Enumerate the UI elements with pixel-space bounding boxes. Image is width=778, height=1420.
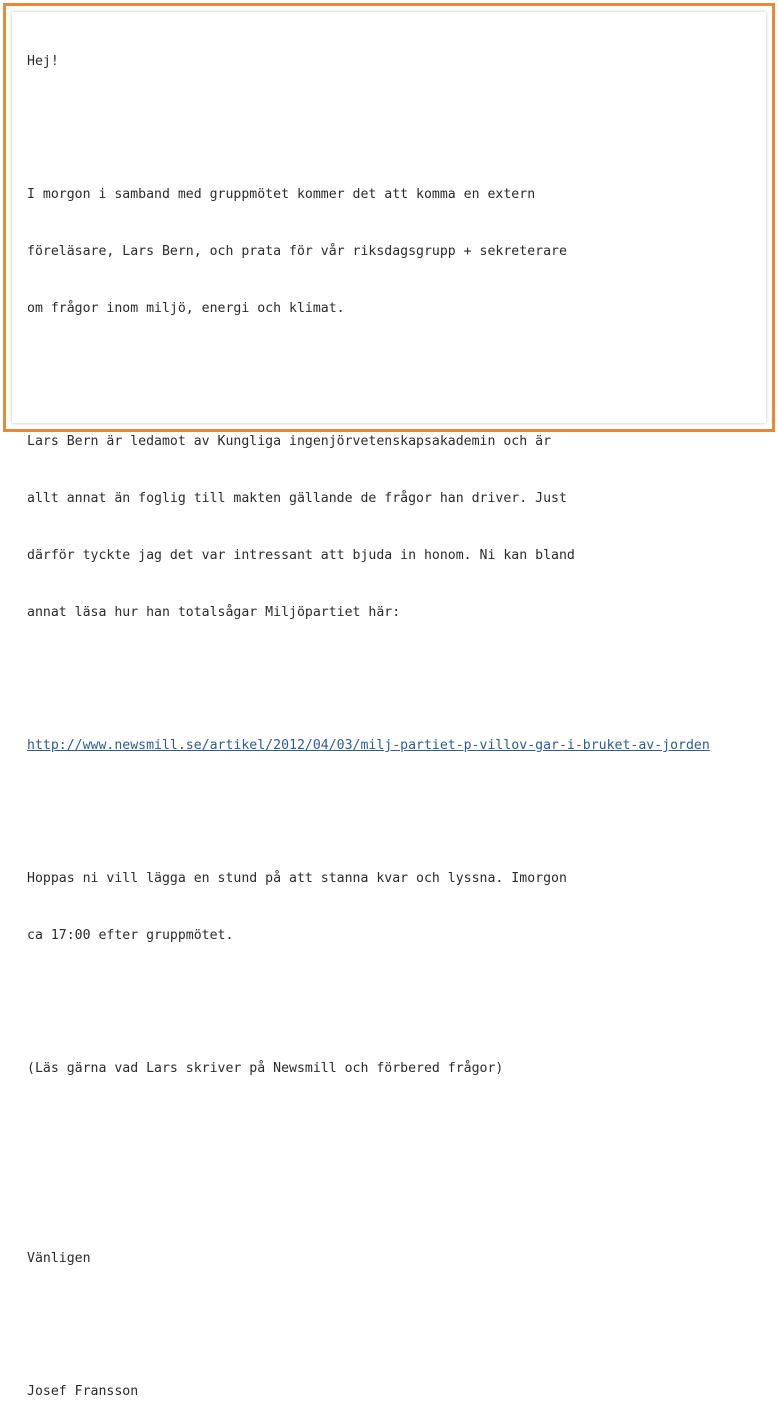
newsmill-article-link[interactable]: http://www.newsmill.se/artikel/2012/04/03/milj-partiet-p-villov-gar-i-bruket-av-jorden xyxy=(27,738,710,753)
paragraph-2-line-3: därför tyckte jag det var intressant att bjuda in honom. Ni kan bland xyxy=(27,548,575,563)
paragraph-1-line-1: I morgon i samband med gruppmötet kommer det att komma en extern xyxy=(27,187,536,202)
paragraph-3-line-2: ca 17:00 efter gruppmötet. xyxy=(27,928,234,943)
paragraph-2-line-2: allt annat än foglig till makten gällande de frågor han driver. Just xyxy=(27,491,567,506)
spacer xyxy=(27,1116,757,1135)
email-body xyxy=(27,14,757,1420)
spacer xyxy=(27,983,757,1002)
paragraph-4: (Läs gärna vad Lars skriver på Newsmill och förbered frågor) xyxy=(27,1061,504,1076)
paragraph-1-line-2: föreläsare, Lars Bern, och prata för vår riksdagsgrupp + sekreterare xyxy=(27,244,567,259)
spacer xyxy=(27,1173,757,1192)
paragraph-3-line-1: Hoppas ni vill lägga en stund på att stanna kvar och lyssna. Imorgon xyxy=(27,871,567,886)
email-greeting: Hej! xyxy=(27,54,59,69)
paragraph-1-line-3: om frågor inom miljö, energi och klimat. xyxy=(27,301,345,316)
spacer xyxy=(27,109,757,128)
newsmill-link-line xyxy=(27,736,757,755)
spacer xyxy=(27,660,757,679)
spacer xyxy=(27,356,757,375)
spacer xyxy=(27,793,757,812)
paragraph-2-line-4: annat läsa hur han totalsågar Miljöpartiet här: xyxy=(27,605,401,620)
paragraph-2-line-1: Lars Bern är ledamot av Kungliga ingenjörvetenskapsakademin och är xyxy=(27,434,552,449)
email-signature: Josef Fransson xyxy=(27,1384,139,1399)
email-closing: Vänligen xyxy=(27,1251,91,1266)
spacer xyxy=(27,1306,757,1325)
